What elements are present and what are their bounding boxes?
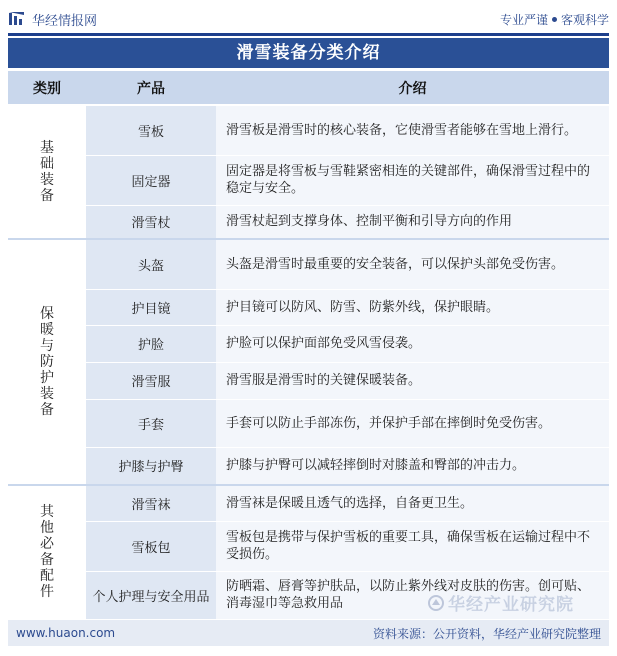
intro-cell: 护脸可以保护面部免受风雪侵袭。	[216, 325, 609, 362]
product-cell: 个人护理与安全用品	[86, 571, 216, 619]
product-cell: 护膝与护臀	[86, 447, 216, 485]
table-row	[8, 289, 609, 325]
product-cell: 头盔	[86, 239, 216, 289]
intro-cell: 滑雪杖起到支撑身体、控制平衡和引导方向的作用	[216, 205, 609, 239]
footer-source: 资料来源：公开资料，华经产业研究院整理	[372, 626, 601, 641]
table-title: 滑雪装备分类介绍	[8, 38, 609, 68]
slogan-left: 专业严谨	[499, 12, 548, 27]
table-row	[8, 105, 609, 155]
column-header-intro: 介绍	[216, 71, 609, 105]
slogan-right: 客观科学	[560, 12, 609, 27]
category-cell	[8, 239, 86, 485]
table-row	[8, 155, 609, 205]
intro-cell: 防晒霜、唇膏等护肤品，以防止紫外线对皮肤的伤害。创可贴、消毒湿巾等急救用品	[216, 571, 609, 619]
intro-cell: 雪板包是携带与保护雪板的重要工具，确保雪板在运输过程中不受损伤。	[216, 521, 609, 571]
table-header-row	[8, 71, 609, 105]
intro-cell: 滑雪板是滑雪时的核心装备，它使滑雪者能够在雪地上滑行。	[216, 105, 609, 155]
slogan	[500, 11, 609, 28]
product-cell: 雪板	[86, 105, 216, 155]
product-cell: 滑雪袜	[86, 485, 216, 521]
column-header-product: 产品	[86, 71, 216, 105]
top-bar	[8, 8, 609, 30]
footer-site-link[interactable]: www.huaon.com	[16, 626, 116, 640]
brand-name: 华经情报网	[32, 13, 98, 29]
category-label: 保暖与防护装备	[40, 306, 54, 418]
product-cell: 固定器	[86, 155, 216, 205]
watermark	[428, 590, 574, 615]
table-row	[8, 399, 609, 447]
product-cell: 滑雪杖	[86, 205, 216, 239]
category-label: 其他必备配件	[40, 504, 54, 601]
watermark-text: 华经产业研究院	[448, 595, 574, 615]
category-label: 基础装备	[40, 140, 54, 204]
brand[interactable]	[8, 10, 97, 29]
bullet-dot-icon	[552, 17, 557, 22]
table-row	[8, 485, 609, 521]
intro-cell: 护膝与护臀可以减轻摔倒时对膝盖和臀部的冲击力。	[216, 447, 609, 485]
product-cell: 手套	[86, 399, 216, 447]
category-cell	[8, 105, 86, 239]
intro-cell: 手套可以防止手部冻伤，并保护手部在摔倒时免受伤害。	[216, 399, 609, 447]
product-cell: 护目镜	[86, 289, 216, 325]
footer	[8, 620, 609, 646]
table-row	[8, 521, 609, 571]
intro-cell: 护目镜可以防风、防雪、防紫外线，保护眼睛。	[216, 289, 609, 325]
category-cell	[8, 485, 86, 619]
product-cell: 雪板包	[86, 521, 216, 571]
intro-cell: 滑雪袜是保暖且透气的选择，自备更卫生。	[216, 485, 609, 521]
table-row	[8, 205, 609, 239]
table-row	[8, 362, 609, 399]
equipment-table	[8, 71, 609, 620]
table-row	[8, 239, 609, 289]
product-cell: 护脸	[86, 325, 216, 362]
watermark-logo-icon	[428, 595, 444, 611]
intro-cell: 头盔是滑雪时最重要的安全装备，可以保护头部免受伤害。	[216, 239, 609, 289]
column-header-category: 类别	[8, 71, 86, 105]
intro-cell: 滑雪服是滑雪时的关键保暖装备。	[216, 362, 609, 399]
top-divider	[8, 33, 609, 36]
intro-cell: 固定器是将雪板与雪鞋紧密相连的关键部件，确保滑雪过程中的稳定与安全。	[216, 155, 609, 205]
huajing-logo-icon	[8, 11, 26, 27]
product-cell: 滑雪服	[86, 362, 216, 399]
table-row	[8, 447, 609, 485]
table-row	[8, 325, 609, 362]
